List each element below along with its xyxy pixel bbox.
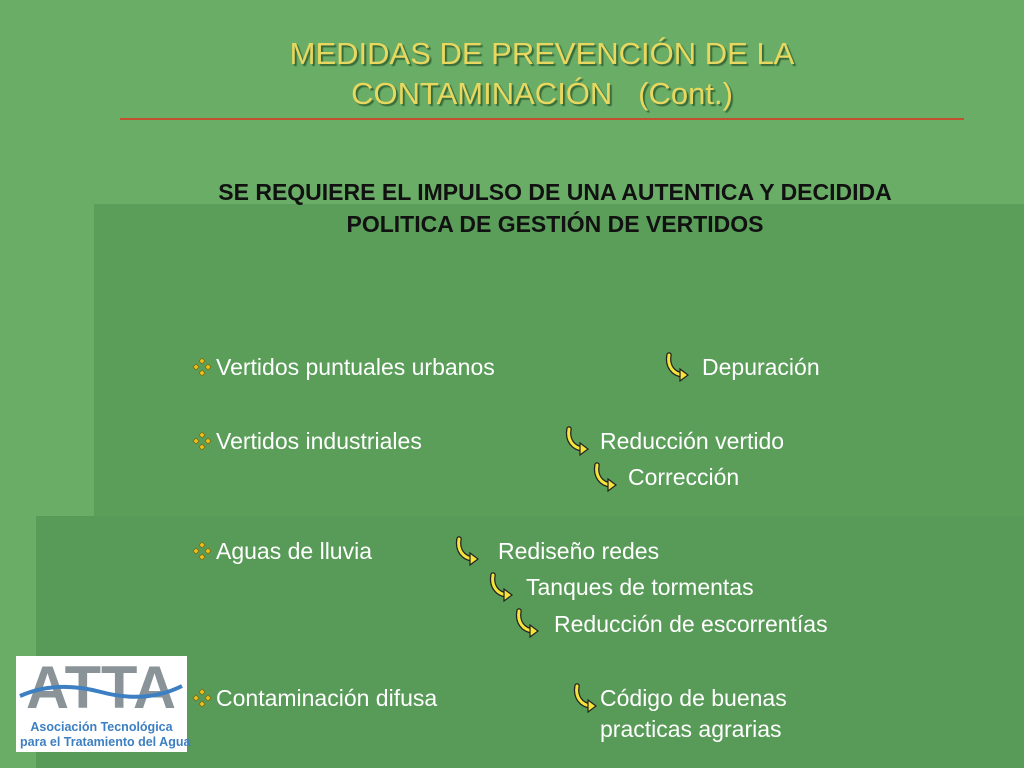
item-label-vertidos-industriales: Vertidos industriales xyxy=(216,428,422,454)
atta-logo-letters: ATTA xyxy=(26,656,176,718)
slide-subtitle-line-1: SE REQUIERE EL IMPULSO DE UNA AUTENTICA Y DECIDIDA xyxy=(218,179,892,205)
curved-arrow-icon xyxy=(572,683,598,713)
measure-codigo-buenas: Código de buenas xyxy=(600,685,787,711)
logo-text-line-2: para el Tratamiento del Agua xyxy=(20,735,191,749)
item-label-aguas-de-lluvia: Aguas de lluvia xyxy=(216,538,372,564)
curved-arrow-icon xyxy=(514,608,540,638)
curved-arrow-icon xyxy=(592,462,618,492)
curved-arrow-icon xyxy=(564,426,590,456)
diamond-bullet-icon xyxy=(192,431,212,451)
title-underline xyxy=(120,118,964,120)
curved-arrow-icon xyxy=(664,352,690,382)
item-label-vertidos-urbanos: Vertidos puntuales urbanos xyxy=(216,354,495,380)
measure-reduccion-escorrentias: Reducción de escorrentías xyxy=(554,611,828,637)
curved-arrow-icon xyxy=(488,572,514,602)
atta-logo xyxy=(16,656,191,752)
measure-correccion: Corrección xyxy=(628,464,740,490)
slide-title-line-2: CONTAMINACIÓN (Cont.) xyxy=(351,76,733,111)
item-label-contaminacion-difusa: Contaminación difusa xyxy=(216,685,438,711)
atta-logo-mark xyxy=(16,656,187,718)
measure-practicas-agrarias: practicas agrarias xyxy=(600,716,782,742)
measure-depuracion: Depuración xyxy=(702,354,820,380)
curved-arrow-icon xyxy=(454,536,480,566)
measure-reduccion-vertido: Reducción vertido xyxy=(600,428,785,454)
measure-tanques-de-tormentas: Tanques de tormentas xyxy=(526,574,754,600)
measure-rediseno-redes: Rediseño redes xyxy=(498,538,660,564)
logo-text-line-1: Asociación Tecnológica xyxy=(30,720,173,734)
slide-subtitle xyxy=(120,176,990,240)
slide-subtitle-line-2: POLITICA DE GESTIÓN DE VERTIDOS xyxy=(346,211,764,237)
diamond-bullet-icon xyxy=(192,357,212,377)
diamond-bullet-icon xyxy=(192,688,212,708)
slide-title-line-1: MEDIDAS DE PREVENCIÓN DE LA xyxy=(289,36,795,71)
slide-title xyxy=(120,34,964,114)
diamond-bullet-icon xyxy=(192,541,212,561)
